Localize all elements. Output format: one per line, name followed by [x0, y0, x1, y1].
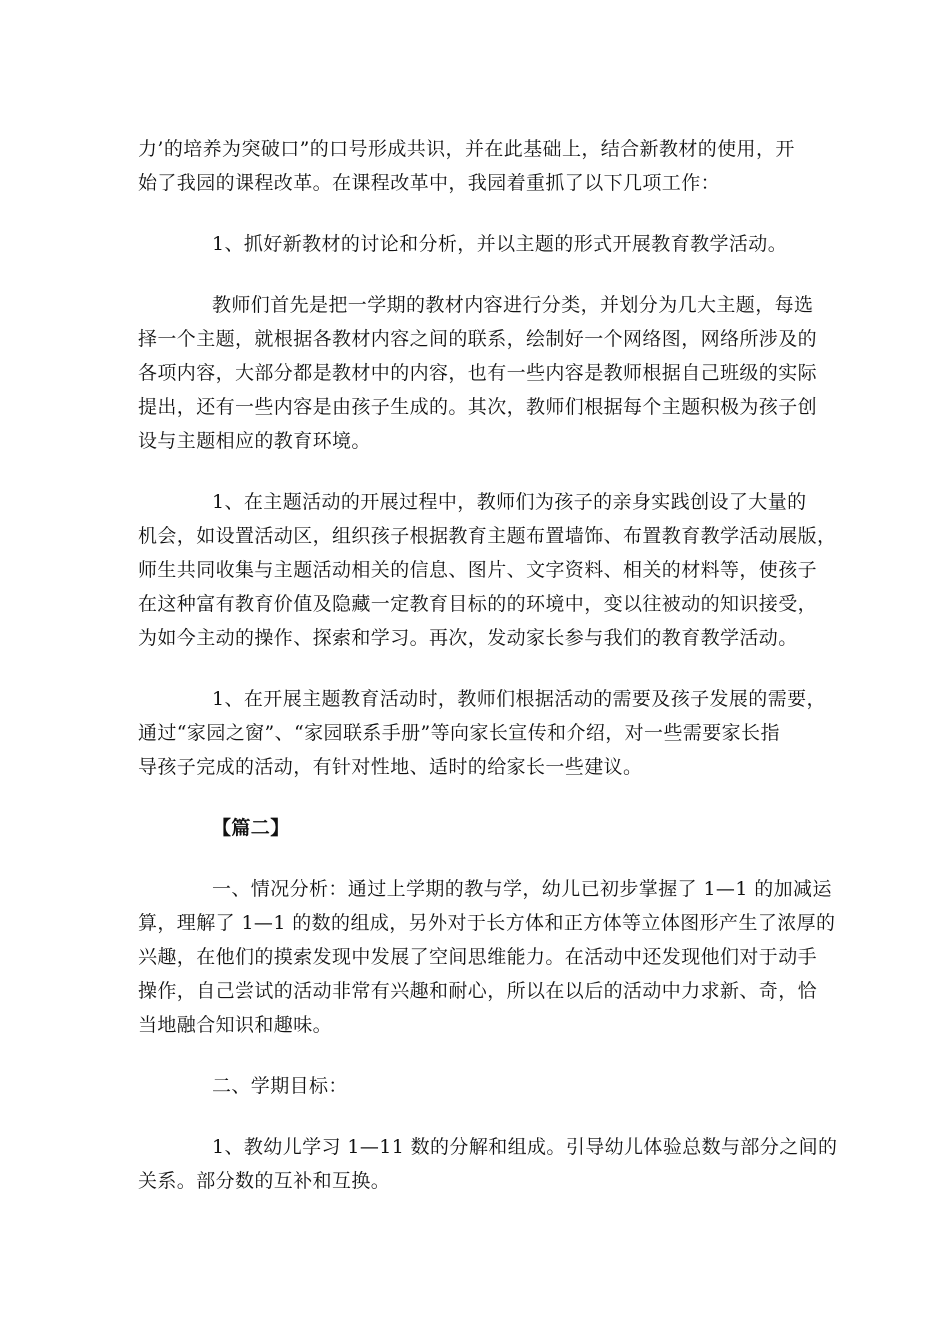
paragraph-line: 1、在主题活动的开展过程中，教师们为孩子的亲身实践创设了大量的 [212, 491, 807, 513]
paragraph-line: 操作，自己尝试的活动非常有兴趣和耐心，所以在以后的活动中力求新、奇，恰 [138, 980, 818, 1002]
paragraph-line: 教师们首先是把一学期的教材内容进行分类，并划分为几大主题，每选 [212, 294, 814, 316]
paragraph-line: 当地融合知识和趣味。 [138, 1014, 333, 1036]
paragraph-line: 通过“家园之窗”、“家园联系手册”等向家长宣传和介绍，对一些需要家长指 [138, 722, 780, 744]
paragraph-line: 师生共同收集与主题活动相关的信息、图片、文字资料、相关的材料等，使孩子 [138, 559, 818, 581]
paragraph-line: 择一个主题，就根据各教材内容之间的联系，绘制好一个网络图，网络所涉及的 [138, 328, 818, 350]
paragraph-line: 设与主题相应的教育环境。 [138, 430, 371, 452]
subsection-heading: 二、学期目标： [212, 1075, 348, 1097]
paragraph-line: 为如今主动的操作、探索和学习。再次，发动家长参与我们的教育教学活动。 [138, 627, 798, 649]
paragraph-line: 机会，如设置活动区，组织孩子根据教育主题布置墙饰、布置教育教学活动展版， [138, 525, 837, 547]
paragraph-line: 算，理解了 1—1 的数的组成，另外对于长方体和正方体等立体图形产生了浓厚的 [138, 912, 836, 934]
paragraph-line: 一、情况分析：通过上学期的教与学，幼儿已初步掌握了 1—1 的加减运 [212, 878, 832, 900]
paragraph-line: 提出，还有一些内容是由孩子生成的。其次，教师们根据每个主题积极为孩子创 [138, 396, 818, 418]
paragraph-line: 1、教幼儿学习 1—11 数的分解和组成。引导幼儿体验总数与部分之间的 [212, 1136, 838, 1158]
paragraph-line: 各项内容，大部分都是教材中的内容，也有一些内容是教师根据自己班级的实际 [138, 362, 818, 384]
section-heading: 【篇二】 [212, 817, 290, 839]
paragraph-line: 导孩子完成的活动，有针对性地、适时的给家长一些建议。 [138, 756, 643, 778]
paragraph-line: 力’的培养为突破口”的口号形成共识，并在此基础上，结合新教材的使用，开 [138, 138, 795, 160]
paragraph-line: 1、在开展主题教育活动时，教师们根据活动的需要及孩子发展的需要， [212, 688, 826, 710]
paragraph-line: 在这种富有教育价值及隐藏一定教育目标的的环境中，变以往被动的知识接受， [138, 593, 818, 615]
paragraph-line: 关系。部分数的互补和互换。 [138, 1170, 391, 1192]
paragraph-line: 1、抓好新教材的讨论和分析，并以主题的形式开展教育教学活动。 [212, 233, 788, 255]
paragraph-line: 始了我园的课程改革。在课程改革中，我园着重抓了以下几项工作： [138, 172, 721, 194]
paragraph-line: 兴趣，在他们的摸索发现中发展了空间思维能力。在活动中还发现他们对于动手 [138, 946, 818, 968]
